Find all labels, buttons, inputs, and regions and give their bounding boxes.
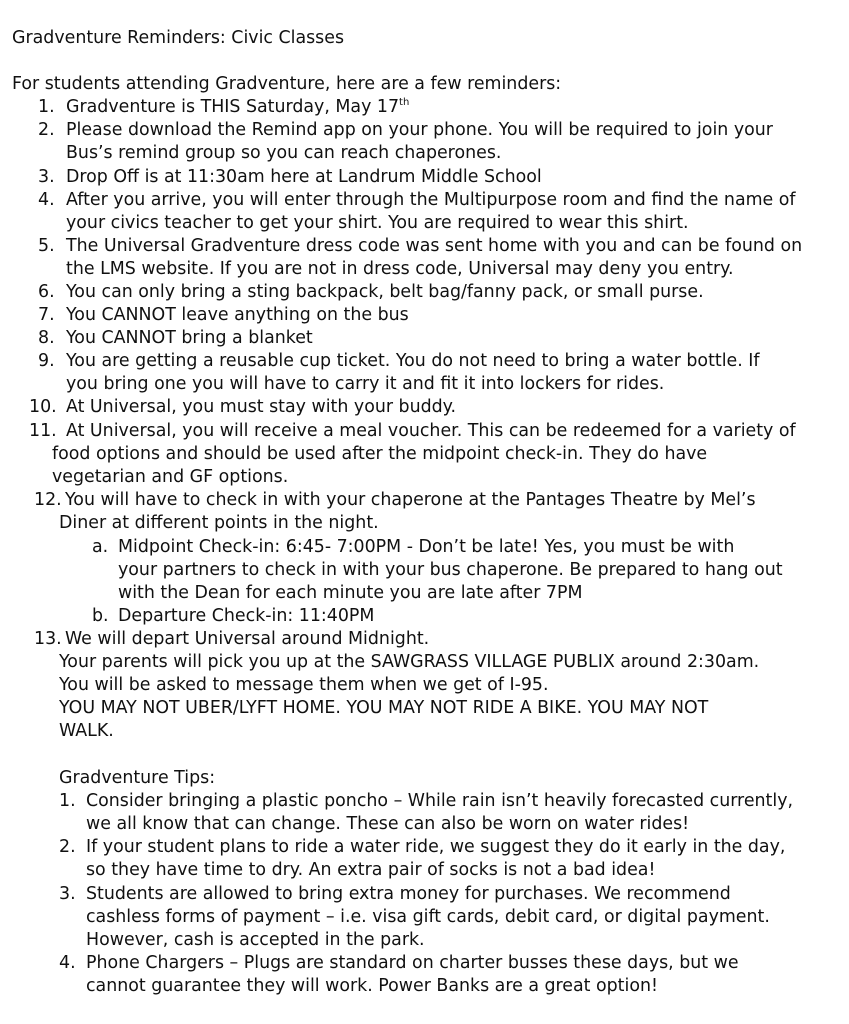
item-number: 8. <box>38 328 55 348</box>
document-title: Gradventure Reminders: Civic Classes <box>12 28 345 48</box>
item-number: 4. <box>59 953 76 973</box>
item-text: Consider bringing a plastic poncho – While rain isn’t heavily forecasted currently, <box>86 791 794 811</box>
item-text: At Universal, you must stay with your buddy. <box>66 397 457 417</box>
tips-heading: Gradventure Tips: <box>59 768 216 788</box>
intro-text: For students attending Gradventure, here are a few reminders: <box>12 74 562 94</box>
item-number: 12. <box>34 490 62 510</box>
item-text: Phone Chargers – Plugs are standard on charter busses these days, but we <box>86 953 739 973</box>
item-text: Diner at different points in the night. <box>59 513 379 533</box>
item-text: Students are allowed to bring extra money for purchases. We recommend <box>86 884 731 904</box>
item-number: 2. <box>38 120 55 140</box>
item-text: You CANNOT bring a blanket <box>66 328 313 348</box>
item-number: 7. <box>38 305 55 325</box>
item-text: vegetarian and GF options. <box>52 467 289 487</box>
item-text: so they have time to dry. An extra pair of socks is not a bad idea! <box>86 860 656 880</box>
item-text: However, cash is accepted in the park. <box>86 930 425 950</box>
sub-item-letter: b. <box>92 606 109 626</box>
item-text: Gradventure is THIS Saturday, May 17th <box>66 97 410 117</box>
item-text: Bus’s remind group so you can reach chaperones. <box>66 143 502 163</box>
item-text: You CANNOT leave anything on the bus <box>66 305 409 325</box>
item-text: cashless forms of payment – i.e. visa gift cards, debit card, or digital payment. <box>86 907 770 927</box>
item-number: 4. <box>38 190 55 210</box>
item-number: 13. <box>34 629 62 649</box>
superscript: th <box>399 97 410 108</box>
item-text: Please download the Remind app on your phone. You will be required to join your <box>66 120 773 140</box>
item-number: 3. <box>38 167 55 187</box>
item-text: You will be asked to message them when we get of I-95. <box>59 675 549 695</box>
item-text: After you arrive, you will enter through the Multipurpose room and find the name of <box>66 190 796 210</box>
item-text: The Universal Gradventure dress code was sent home with you and can be found on <box>66 236 803 256</box>
item-number: 9. <box>38 351 55 371</box>
item-number: 6. <box>38 282 55 302</box>
item-text: If your student plans to ride a water ride, we suggest they do it early in the day, <box>86 837 786 857</box>
item-text: Drop Off is at 11:30am here at Landrum Middle School <box>66 167 542 187</box>
sub-item-text: Midpoint Check-in: 6:45- 7:00PM - Don’t be late! Yes, you must be with <box>118 537 735 557</box>
item-text: At Universal, you will receive a meal voucher. This can be redeemed for a variety of <box>66 421 796 441</box>
item-text: food options and should be used after the midpoint check-in. They do have <box>52 444 708 464</box>
item-number: 3. <box>59 884 76 904</box>
item-text: the LMS website. If you are not in dress code, Universal may deny you entry. <box>66 259 734 279</box>
sub-item-text: your partners to check in with your bus chaperone. Be prepared to hang out <box>118 560 783 580</box>
item-text: you bring one you will have to carry it and fit it into lockers for rides. <box>66 374 665 394</box>
item-text: WALK. <box>59 721 114 741</box>
item-text: YOU MAY NOT UBER/LYFT HOME. YOU MAY NOT RIDE A BIKE. YOU MAY NOT <box>59 698 709 718</box>
sub-item-text: Departure Check-in: 11:40PM <box>118 606 375 626</box>
item-text: Your parents will pick you up at the SAWGRASS VILLAGE PUBLIX around 2:30am. <box>59 652 760 672</box>
item-number: 2. <box>59 837 76 857</box>
item-text: We will depart Universal around Midnight. <box>65 629 430 649</box>
item-number: 11. <box>29 421 57 441</box>
item-number: 1. <box>59 791 76 811</box>
item-number: 5. <box>38 236 55 256</box>
item-text: your civics teacher to get your shirt. You are required to wear this shirt. <box>66 213 689 233</box>
item-text: You will have to check in with your chaperone at the Pantages Theatre by Mel’s <box>65 490 756 510</box>
item-text: You are getting a reusable cup ticket. You do not need to bring a water bottle. If <box>66 351 760 371</box>
sub-item-text: with the Dean for each minute you are late after 7PM <box>118 583 583 603</box>
item-text: You can only bring a sting backpack, belt bag/fanny pack, or small purse. <box>66 282 704 302</box>
item-text: we all know that can change. These can also be worn on water rides! <box>86 814 690 834</box>
item-number: 10. <box>29 397 57 417</box>
sub-item-letter: a. <box>92 537 109 557</box>
item-text: cannot guarantee they will work. Power Banks are a great option! <box>86 976 658 996</box>
item-number: 1. <box>38 97 55 117</box>
